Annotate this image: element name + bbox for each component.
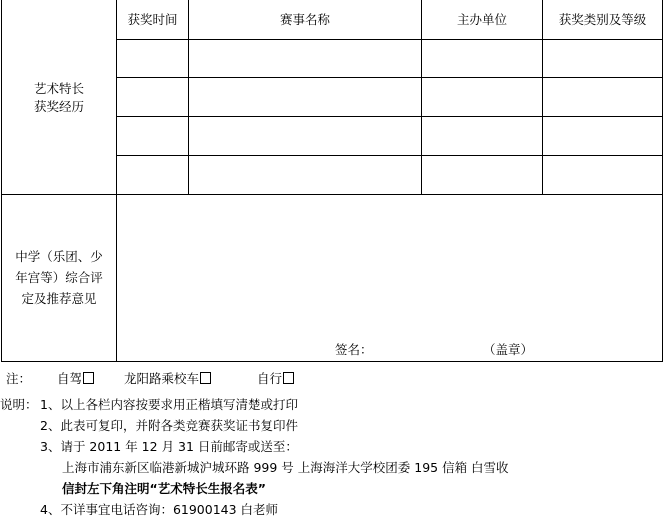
- instruction-item-4: 4、不详事宜电话咨询：61900143 白老师: [40, 502, 279, 517]
- organizer-cell[interactable]: [422, 39, 543, 77]
- instructions-title: 说明：: [0, 397, 38, 412]
- signature-label: 签名：: [335, 342, 373, 357]
- checkbox-icon[interactable]: [283, 372, 294, 384]
- evaluation-label-line3: 定及推荐意见: [21, 291, 97, 306]
- evaluation-text-area[interactable]: [117, 194, 663, 361]
- evaluation-section-label: [2, 194, 117, 361]
- awards-label-line1: 艺术特长: [33, 80, 84, 96]
- checkbox-icon[interactable]: [83, 372, 94, 384]
- option-school-bus[interactable]: 龙阳路乘校车: [124, 369, 211, 387]
- award-level-cell[interactable]: [543, 39, 663, 77]
- organizer-cell[interactable]: [422, 116, 543, 155]
- award-level-cell[interactable]: [543, 155, 663, 194]
- awards-label-line2: 获奖经历: [33, 98, 84, 114]
- award-time-cell[interactable]: [117, 116, 189, 155]
- checkbox-icon[interactable]: [200, 372, 211, 384]
- instruction-item-2: 2、此表可复印，并附各类竞赛获奖证书复印件: [40, 418, 298, 433]
- seal-label: （盖章）: [483, 342, 534, 357]
- competition-name-cell[interactable]: [189, 155, 422, 194]
- award-level-cell[interactable]: [543, 77, 663, 116]
- award-time-cell[interactable]: [117, 39, 189, 77]
- note-prefix: 注：: [6, 371, 32, 386]
- option-self-arrange[interactable]: 自行: [257, 369, 294, 387]
- organizer-cell[interactable]: [422, 77, 543, 116]
- evaluation-label-line2: 年宫等）综合评: [15, 270, 103, 285]
- award-time-cell[interactable]: [117, 155, 189, 194]
- application-form-table: [1, 0, 663, 362]
- header-organizer: 主办单位: [422, 0, 543, 39]
- awards-section-label: [2, 0, 117, 194]
- instruction-item-3: 3、请于 2011 年 12 月 31 日前邮寄或送至：: [40, 439, 298, 454]
- envelope-note: 信封左下角注明“艺术特长生报名表”: [62, 481, 266, 496]
- instruction-item-1: 1、以上各栏内容按要求用正楷填写清楚或打印: [40, 397, 298, 412]
- transport-note: [6, 369, 294, 387]
- header-award-time: 获奖时间: [117, 0, 189, 39]
- option-self-drive[interactable]: 自驾: [57, 369, 94, 387]
- header-award-level: 获奖类别及等级: [543, 0, 663, 39]
- organizer-cell[interactable]: [422, 155, 543, 194]
- competition-name-cell[interactable]: [189, 77, 422, 116]
- evaluation-label-line1: 中学（乐团、少: [15, 249, 103, 264]
- header-competition-name: 赛事名称: [189, 0, 422, 39]
- competition-name-cell[interactable]: [189, 39, 422, 77]
- award-time-cell[interactable]: [117, 77, 189, 116]
- competition-name-cell[interactable]: [189, 116, 422, 155]
- award-level-cell[interactable]: [543, 116, 663, 155]
- mailing-address: 上海市浦东新区临港新城沪城环路 999 号 上海海洋大学校团委 195 信箱 白雪收: [62, 460, 509, 475]
